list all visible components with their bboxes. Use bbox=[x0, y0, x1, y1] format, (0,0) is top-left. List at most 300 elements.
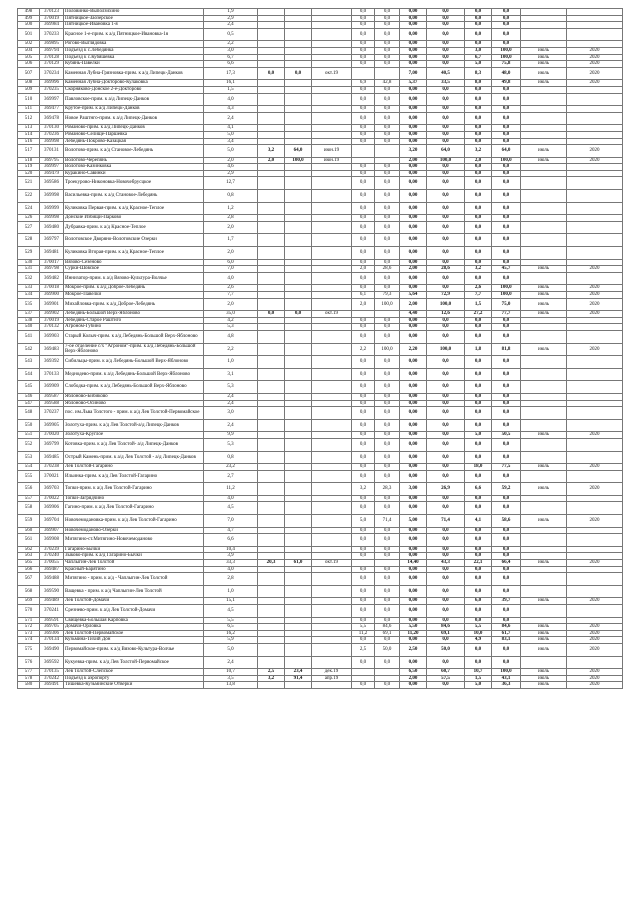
cell-row-number: 567 bbox=[18, 573, 40, 586]
cell-repair-2019-date bbox=[312, 190, 352, 203]
cell-row-number: 556 bbox=[18, 483, 40, 496]
cell-road-name: Каменная Лубна-Грязновка-прим. к а/д Липецк-Данков bbox=[64, 67, 204, 80]
cell-repair-2019-date bbox=[312, 324, 352, 331]
cell-row-number: 551 bbox=[18, 432, 40, 439]
road-repair-table bbox=[17, 8, 623, 689]
cell-norm-km-2: 2,20 bbox=[400, 343, 427, 356]
cell-road-name: Лебедянь-Старое Раштнго bbox=[64, 317, 204, 324]
cell-plan-month: июль bbox=[521, 61, 567, 68]
cell-road-id: 369999 bbox=[40, 202, 64, 215]
cell-road-name: Крутое-прим. к а/д Липецк-Данков bbox=[64, 106, 204, 113]
cell-road-name: Гагино-прим. к а/д Лев Толстой-Гагарино bbox=[64, 502, 204, 515]
cell-plan-month bbox=[521, 131, 567, 138]
cell-norm-km-2: 0,00 bbox=[400, 605, 427, 618]
cell-norm-km-2: 0,00 bbox=[400, 190, 427, 203]
cell-repair-2019-km bbox=[258, 566, 285, 573]
cell-road-name: Волотово-Черепянь bbox=[64, 157, 204, 164]
cell-plan-km: 6,6 bbox=[465, 483, 492, 496]
cell-row-number: 565 bbox=[18, 560, 40, 567]
table-row bbox=[18, 400, 623, 407]
cell-repair-2019-pct bbox=[285, 381, 312, 394]
cell-repair-2019-date bbox=[312, 54, 352, 61]
cell-plan-year: 2020 bbox=[567, 675, 623, 682]
cell-norm-km-2: 3,00 bbox=[400, 483, 427, 496]
cell-norm-km-2: 0,00 bbox=[400, 682, 427, 689]
cell-repair-2019-pct bbox=[285, 598, 312, 605]
cell-norm-pct-2: 0,0 bbox=[427, 393, 465, 400]
cell-norm-km-2: 5,00 bbox=[400, 515, 427, 528]
cell-repair-2019-pct bbox=[285, 637, 312, 644]
cell-norm-pct: 0,0 bbox=[375, 617, 400, 624]
cell-repair-2019-date bbox=[312, 464, 352, 471]
cell-plan-pct: 0,0 bbox=[492, 15, 521, 22]
cell-plan-year bbox=[567, 495, 623, 502]
cell-plan-month: июль bbox=[521, 292, 567, 299]
table-row bbox=[18, 553, 623, 560]
cell-length: 5,5 bbox=[204, 617, 258, 624]
cell-repair-2019-km bbox=[258, 585, 285, 598]
cell-norm-pct: 0,0 bbox=[375, 285, 400, 292]
cell-row-number: 552 bbox=[18, 438, 40, 451]
cell-repair-2019-km bbox=[258, 80, 285, 87]
table-row bbox=[18, 93, 623, 106]
cell-repair-2019-date bbox=[312, 106, 352, 113]
cell-plan-pct: 0,0 bbox=[492, 131, 521, 138]
cell-plan-pct: 0,0 bbox=[492, 125, 521, 132]
cell-plan-year: 2020 bbox=[567, 343, 623, 356]
cell-norm-km: 0,0 bbox=[352, 438, 375, 451]
cell-plan-pct: 0,0 bbox=[492, 138, 521, 145]
cell-repair-2019-km: 3,2 bbox=[258, 145, 285, 158]
cell-road-id: 369483 bbox=[40, 343, 64, 356]
cell-norm-pct-2: 100,0 bbox=[427, 298, 465, 311]
cell-plan-year bbox=[567, 470, 623, 483]
cell-plan-pct: 0,0 bbox=[492, 234, 521, 247]
cell-repair-2019-km bbox=[258, 617, 285, 624]
cell-plan-month bbox=[521, 451, 567, 464]
cell-plan-month bbox=[521, 419, 567, 432]
cell-plan-month: июль bbox=[521, 157, 567, 164]
cell-road-name: Новое Раштнго-прим. к а/д Липецк-Данков bbox=[64, 112, 204, 125]
cell-norm-pct-2: 0,0 bbox=[427, 164, 465, 171]
cell-plan-km: 0,0 bbox=[465, 356, 492, 369]
table-row bbox=[18, 259, 623, 266]
cell-plan-month bbox=[521, 393, 567, 400]
cell-road-id: 369479 bbox=[40, 170, 64, 177]
cell-road-id: 370242 bbox=[40, 675, 64, 682]
cell-road-name: Тишевка-Кузьминские Отверки bbox=[64, 682, 204, 689]
cell-road-id: 370129 bbox=[40, 61, 64, 68]
cell-repair-2019-km bbox=[258, 419, 285, 432]
cell-row-number: 548 bbox=[18, 407, 40, 420]
cell-length: 15,1 bbox=[204, 598, 258, 605]
cell-norm-pct: 0,0 bbox=[375, 605, 400, 618]
cell-length: 2,4 bbox=[204, 393, 258, 400]
cell-road-id: 369485 bbox=[40, 451, 64, 464]
cell-norm-pct-2: 0,0 bbox=[427, 400, 465, 407]
cell-plan-year bbox=[567, 131, 623, 138]
cell-norm-pct: 0,0 bbox=[375, 61, 400, 68]
cell-norm-km: 0,0 bbox=[352, 93, 375, 106]
cell-road-name: Пятницкое-Заозерское bbox=[64, 15, 204, 22]
cell-repair-2019-pct bbox=[285, 272, 312, 285]
cell-row-number: 524 bbox=[18, 202, 40, 215]
cell-norm-km: 2,0 bbox=[352, 266, 375, 273]
table-row bbox=[18, 22, 623, 29]
cell-plan-km: 0,0 bbox=[465, 324, 492, 331]
cell-road-id: 369703 bbox=[40, 483, 64, 496]
cell-road-id: 369488 bbox=[40, 573, 64, 586]
cell-norm-km: 0,0 bbox=[352, 534, 375, 547]
cell-norm-pct-2: 0,0 bbox=[427, 324, 465, 331]
cell-plan-year bbox=[567, 534, 623, 547]
cell-plan-pct: 0,0 bbox=[492, 22, 521, 29]
cell-length: 6,6 bbox=[204, 534, 258, 547]
table-row bbox=[18, 502, 623, 515]
cell-road-name: Сибильцы-прим. к а/д Лебедянь-Большой Верх-Яблоново bbox=[64, 356, 204, 369]
cell-row-number: 501 bbox=[18, 28, 40, 41]
cell-plan-pct: 58,6 bbox=[492, 515, 521, 528]
cell-repair-2019-km bbox=[258, 624, 285, 631]
cell-plan-year bbox=[567, 585, 623, 598]
cell-length: 2,4 bbox=[204, 22, 258, 29]
cell-plan-pct: 59,2 bbox=[492, 483, 521, 496]
cell-norm-km: 0,0 bbox=[352, 41, 375, 48]
cell-repair-2019-date bbox=[312, 515, 352, 528]
cell-row-number: 530 bbox=[18, 259, 40, 266]
cell-repair-2019-pct bbox=[285, 534, 312, 547]
cell-row-number: 518 bbox=[18, 157, 40, 164]
cell-norm-km: 0,0 bbox=[352, 138, 375, 145]
cell-norm-km: 0,0 bbox=[352, 247, 375, 260]
cell-road-name: Троекурово-Никоновка-Новочебрусцкое bbox=[64, 177, 204, 190]
cell-repair-2019-km: 3,2 bbox=[258, 675, 285, 682]
cell-plan-month: июль bbox=[521, 67, 567, 80]
cell-norm-pct-2: 72,9 bbox=[427, 292, 465, 299]
cell-road-id: 369480 bbox=[40, 221, 64, 234]
cell-road-name: Свищевка-Большая Карповка bbox=[64, 617, 204, 624]
cell-norm-pct-2: 0,0 bbox=[427, 93, 465, 106]
cell-norm-km-2: 0,00 bbox=[400, 125, 427, 132]
cell-plan-year: 2020 bbox=[567, 432, 623, 439]
cell-length: 4,5 bbox=[204, 502, 258, 515]
cell-repair-2019-km bbox=[258, 272, 285, 285]
cell-repair-2019-date bbox=[312, 656, 352, 669]
cell-plan-pct: 0,0 bbox=[492, 93, 521, 106]
cell-norm-pct-2: 0,0 bbox=[427, 138, 465, 145]
cell-norm-pct-2: 100,0 bbox=[427, 343, 465, 356]
cell-repair-2019-pct bbox=[285, 47, 312, 54]
cell-repair-2019-date bbox=[312, 682, 352, 689]
cell-plan-month bbox=[521, 656, 567, 669]
cell-repair-2019-km bbox=[258, 553, 285, 560]
cell-norm-km-2: 0,00 bbox=[400, 170, 427, 177]
cell-plan-pct: 43,1 bbox=[492, 675, 521, 682]
cell-repair-2019-pct bbox=[285, 566, 312, 573]
cell-norm-pct-2: 33,5 bbox=[427, 80, 465, 87]
cell-norm-km-2: 0,00 bbox=[400, 61, 427, 68]
cell-repair-2019-km bbox=[258, 259, 285, 266]
cell-norm-pct: 0,0 bbox=[375, 553, 400, 560]
cell-norm-km: 0,0 bbox=[352, 470, 375, 483]
cell-plan-km: 0,0 bbox=[465, 202, 492, 215]
cell-norm-km: 0,0 bbox=[352, 617, 375, 624]
cell-norm-pct: 28,6 bbox=[375, 266, 400, 273]
cell-repair-2019-date: окт.19 bbox=[312, 560, 352, 567]
cell-road-name: Митягино - прим. к а/д - Чаплыгин-Лев Толстой bbox=[64, 573, 204, 586]
cell-repair-2019-pct bbox=[285, 438, 312, 451]
cell-norm-pct-2: 57,5 bbox=[427, 675, 465, 682]
cell-plan-km: 0,0 bbox=[465, 495, 492, 502]
cell-repair-2019-km bbox=[258, 202, 285, 215]
cell-norm-pct-2: 0,0 bbox=[427, 190, 465, 203]
cell-repair-2019-pct: 0,0 bbox=[285, 67, 312, 80]
cell-road-id: 369705 bbox=[40, 624, 64, 631]
cell-plan-km: 3,0 bbox=[465, 47, 492, 54]
cell-plan-pct: 100,0 bbox=[492, 47, 521, 54]
cell-repair-2019-pct bbox=[285, 495, 312, 502]
cell-norm-km-2: 0,00 bbox=[400, 22, 427, 29]
cell-road-id: 369392 bbox=[40, 356, 64, 369]
cell-repair-2019-date bbox=[312, 41, 352, 48]
cell-repair-2019-date: окт.19 bbox=[312, 67, 352, 80]
cell-plan-pct: 0,0 bbox=[492, 419, 521, 432]
cell-row-number: 500 bbox=[18, 22, 40, 29]
cell-row-number: 580 bbox=[18, 682, 40, 689]
cell-row-number: 532 bbox=[18, 272, 40, 285]
cell-row-number: 558 bbox=[18, 502, 40, 515]
cell-road-name: Сурки-Шовское bbox=[64, 266, 204, 273]
cell-road-id: 370123 bbox=[40, 9, 64, 16]
cell-plan-pct: 0,0 bbox=[492, 164, 521, 171]
cell-repair-2019-date bbox=[312, 131, 352, 138]
cell-norm-km: 0,0 bbox=[352, 112, 375, 125]
cell-plan-pct: 0,0 bbox=[492, 215, 521, 222]
cell-length: 0,8 bbox=[204, 190, 258, 203]
cell-plan-km: 6,0 bbox=[465, 598, 492, 605]
cell-length: 3,1 bbox=[204, 368, 258, 381]
cell-plan-month: июль bbox=[521, 54, 567, 61]
cell-norm-pct bbox=[375, 669, 400, 676]
cell-plan-month bbox=[521, 553, 567, 560]
cell-repair-2019-pct: 23,4 bbox=[285, 669, 312, 676]
cell-plan-km: 0,0 bbox=[465, 605, 492, 618]
cell-norm-km: 0,0 bbox=[352, 164, 375, 171]
cell-repair-2019-date: дек.19 bbox=[312, 669, 352, 676]
cell-row-number: 511 bbox=[18, 106, 40, 113]
cell-repair-2019-pct bbox=[285, 22, 312, 29]
cell-road-name: Ильинка-прим. к а/д Лев Толстой-Гагарино bbox=[64, 470, 204, 483]
cell-norm-km-2: 2,00 bbox=[400, 157, 427, 164]
cell-norm-km-2: 0,00 bbox=[400, 112, 427, 125]
cell-road-id: 370020 bbox=[40, 432, 64, 439]
cell-norm-km: 0,0 bbox=[352, 356, 375, 369]
cell-road-name: Пятницкое-Ивановка 1-я bbox=[64, 22, 204, 29]
cell-plan-year bbox=[567, 190, 623, 203]
cell-repair-2019-km bbox=[258, 381, 285, 394]
cell-plan-year bbox=[567, 566, 623, 573]
cell-norm-km: 0,0 bbox=[352, 86, 375, 93]
cell-repair-2019-km bbox=[258, 15, 285, 22]
cell-road-name: Лев Толстой-Домачи bbox=[64, 598, 204, 605]
cell-road-id: 369591 bbox=[40, 617, 64, 624]
cell-norm-pct: 100,0 bbox=[375, 343, 400, 356]
table-body bbox=[18, 9, 623, 689]
cell-plan-year bbox=[567, 617, 623, 624]
cell-norm-pct: 0,0 bbox=[375, 131, 400, 138]
cell-repair-2019-km bbox=[258, 343, 285, 356]
cell-repair-2019-km bbox=[258, 215, 285, 222]
cell-road-id: 370128 bbox=[40, 54, 64, 61]
cell-repair-2019-pct bbox=[285, 470, 312, 483]
cell-plan-month: июль bbox=[521, 80, 567, 87]
cell-length: 16,1 bbox=[204, 80, 258, 87]
cell-road-id: 370239 bbox=[40, 546, 64, 553]
cell-road-name: Золотуха-прим. к а/д Лев Толстой-а/д Липецк-Данков bbox=[64, 419, 204, 432]
cell-norm-pct: 0,0 bbox=[375, 164, 400, 171]
cell-norm-km-2: 0,00 bbox=[400, 656, 427, 669]
cell-norm-pct: 71,4 bbox=[375, 515, 400, 528]
cell-plan-pct: 0,0 bbox=[492, 259, 521, 266]
cell-repair-2019-date bbox=[312, 272, 352, 285]
cell-plan-km: 5,0 bbox=[465, 682, 492, 689]
cell-row-number: 533 bbox=[18, 285, 40, 292]
cell-norm-pct bbox=[375, 145, 400, 158]
cell-plan-km: 6,7 bbox=[465, 54, 492, 61]
cell-norm-pct-2: 0,0 bbox=[427, 495, 465, 502]
cell-norm-km-2: 2,00 bbox=[400, 266, 427, 273]
cell-repair-2019-km: 20,3 bbox=[258, 560, 285, 567]
cell-repair-2019-km bbox=[258, 438, 285, 451]
cell-repair-2019-pct bbox=[285, 247, 312, 260]
cell-row-number: 513 bbox=[18, 125, 40, 132]
cell-plan-pct: 0,0 bbox=[492, 112, 521, 125]
cell-norm-pct-2: 0,0 bbox=[427, 22, 465, 29]
cell-repair-2019-date bbox=[312, 330, 352, 343]
cell-row-number: 541 bbox=[18, 330, 40, 343]
cell-length: 33,3 bbox=[204, 560, 258, 567]
cell-repair-2019-km bbox=[258, 637, 285, 644]
table-row bbox=[18, 164, 623, 171]
cell-plan-pct: 61,7 bbox=[492, 630, 521, 637]
cell-road-name: Павловское-прим. к а/д Липецк-Данков bbox=[64, 93, 204, 106]
cell-length: 2,4 bbox=[204, 400, 258, 407]
cell-plan-pct: 0,0 bbox=[492, 368, 521, 381]
cell-road-id: 370021 bbox=[40, 470, 64, 483]
cell-repair-2019-date: окт.19 bbox=[312, 311, 352, 318]
cell-norm-km: 0,0 bbox=[352, 502, 375, 515]
cell-row-number: 571 bbox=[18, 617, 40, 624]
cell-length: 3,4 bbox=[204, 138, 258, 145]
cell-plan-year: 2020 bbox=[567, 560, 623, 567]
cell-road-name: Зыково-прим. к а/д Гагарино-Бычки bbox=[64, 553, 204, 560]
cell-row-number: 576 bbox=[18, 656, 40, 669]
cell-norm-km: 0,0 bbox=[352, 259, 375, 266]
cell-norm-pct-2: 69,1 bbox=[427, 630, 465, 637]
cell-plan-km: 0,0 bbox=[465, 451, 492, 464]
cell-plan-km: 0,0 bbox=[465, 247, 492, 260]
cell-norm-km: 0,0 bbox=[352, 330, 375, 343]
cell-plan-pct: 0,0 bbox=[492, 356, 521, 369]
cell-norm-pct-2: 0,0 bbox=[427, 470, 465, 483]
cell-repair-2019-date bbox=[312, 368, 352, 381]
cell-norm-km: 0,0 bbox=[352, 215, 375, 222]
cell-length: 4,0 bbox=[204, 93, 258, 106]
cell-row-number: 542 bbox=[18, 343, 40, 356]
cell-plan-year bbox=[567, 93, 623, 106]
cell-norm-km: 0,0 bbox=[352, 15, 375, 22]
cell-plan-month bbox=[521, 106, 567, 113]
cell-repair-2019-pct bbox=[285, 170, 312, 177]
table-row bbox=[18, 617, 623, 624]
cell-plan-pct: 0,0 bbox=[492, 573, 521, 586]
cell-plan-month bbox=[521, 138, 567, 145]
cell-norm-km: 11,2 bbox=[352, 630, 375, 637]
cell-row-number: 506 bbox=[18, 61, 40, 68]
table-row bbox=[18, 177, 623, 190]
cell-repair-2019-pct bbox=[285, 86, 312, 93]
cell-plan-pct: 0,0 bbox=[492, 553, 521, 560]
cell-length: 2,0 bbox=[204, 221, 258, 234]
cell-repair-2019-date bbox=[312, 112, 352, 125]
cell-length: 2,6 bbox=[204, 285, 258, 292]
cell-repair-2019-km bbox=[258, 112, 285, 125]
cell-norm-pct-2: 0,0 bbox=[427, 41, 465, 48]
cell-road-id: 370241 bbox=[40, 605, 64, 618]
cell-repair-2019-date bbox=[312, 432, 352, 439]
cell-road-id: 370055 bbox=[40, 560, 64, 567]
cell-repair-2019-pct bbox=[285, 617, 312, 624]
cell-road-name: Лев Толстой-Первомайское bbox=[64, 630, 204, 637]
cell-plan-km: 0,0 bbox=[465, 438, 492, 451]
cell-norm-km: 0,0 bbox=[352, 170, 375, 177]
cell-norm-pct-2: 0,0 bbox=[427, 272, 465, 285]
table-row bbox=[18, 86, 623, 93]
cell-plan-km: 3,2 bbox=[465, 145, 492, 158]
cell-norm-km bbox=[352, 560, 375, 567]
cell-road-name: Гагарино-Бычки bbox=[64, 546, 204, 553]
cell-plan-month bbox=[521, 495, 567, 502]
cell-length: 1,5 bbox=[204, 86, 258, 93]
cell-road-id: 370131 bbox=[40, 145, 64, 158]
cell-repair-2019-pct bbox=[285, 407, 312, 420]
cell-road-id: 369490 bbox=[40, 643, 64, 656]
cell-road-id: 370019 bbox=[40, 15, 64, 22]
cell-plan-km: 0,0 bbox=[465, 470, 492, 483]
cell-repair-2019-date bbox=[312, 527, 352, 534]
cell-repair-2019-pct bbox=[285, 464, 312, 471]
cell-norm-km-2: 0,00 bbox=[400, 131, 427, 138]
cell-norm-pct: 0,0 bbox=[375, 93, 400, 106]
cell-norm-km: 0,0 bbox=[352, 573, 375, 586]
cell-repair-2019-km bbox=[258, 234, 285, 247]
table-row bbox=[18, 432, 623, 439]
cell-road-name: пос. им.Льва Толстого - прим. к а/д Лев Толстой-Первомайское bbox=[64, 407, 204, 420]
cell-plan-pct: 0,0 bbox=[492, 585, 521, 598]
cell-norm-pct-2: 0,0 bbox=[427, 112, 465, 125]
cell-road-name: Митягино-ст.Митягино-Новочемоданово bbox=[64, 534, 204, 547]
cell-plan-km: 0,0 bbox=[465, 585, 492, 598]
cell-norm-km-2: 0,00 bbox=[400, 534, 427, 547]
cell-norm-pct-2: 0,0 bbox=[427, 247, 465, 260]
cell-row-number: 502 bbox=[18, 41, 40, 48]
cell-row-number: 543 bbox=[18, 356, 40, 369]
cell-road-id: 369489 bbox=[40, 598, 64, 605]
cell-norm-km: 0,0 bbox=[352, 451, 375, 464]
cell-norm-pct-2: 0,0 bbox=[427, 656, 465, 669]
cell-plan-year bbox=[567, 400, 623, 407]
cell-norm-km: 0,0 bbox=[352, 682, 375, 689]
